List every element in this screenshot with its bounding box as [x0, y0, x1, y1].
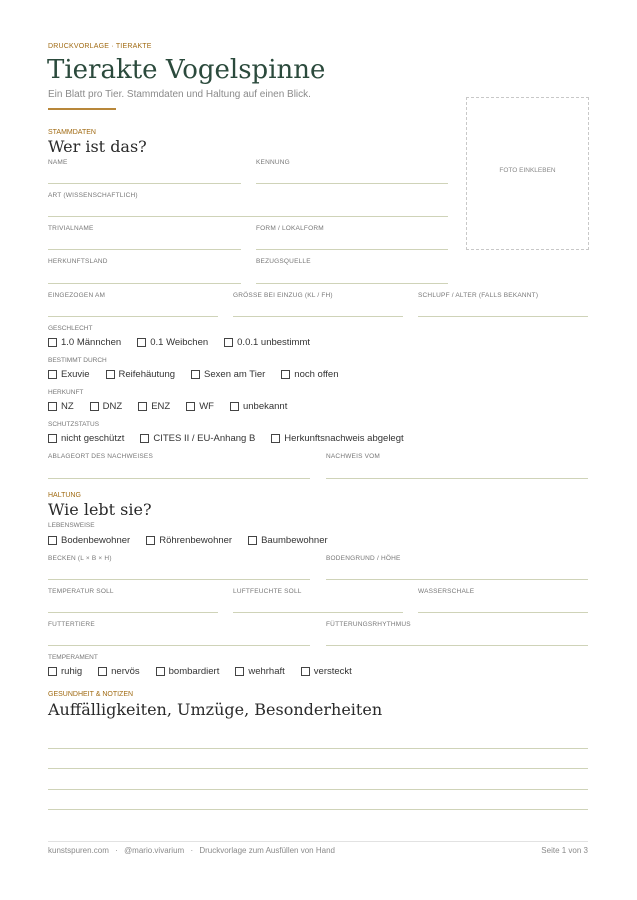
field-label-herkunftsland: HERKUNFTSLAND	[48, 258, 108, 265]
group-label-herkunft: HERKUNFT	[48, 389, 84, 396]
checkbox-option-versteckt[interactable]: versteckt	[301, 666, 352, 677]
options-temperament	[48, 666, 368, 677]
field-label-kennung: KENNUNG	[256, 159, 290, 166]
footer-divider	[48, 841, 588, 842]
checkbox-icon[interactable]	[248, 536, 257, 545]
field-line-temperatur[interactable]	[48, 612, 218, 613]
checkbox-option-exuvie[interactable]: Exuvie	[48, 369, 90, 380]
options-bestimmt	[48, 369, 355, 380]
checkbox-option-herkunftsnachweis[interactable]: Herkunftsnachweis abgelegt	[271, 433, 403, 444]
page-subtitle: Ein Blatt pro Tier. Stammdaten und Haltung auf einen Blick.	[48, 89, 311, 100]
checkbox-icon[interactable]	[48, 667, 57, 676]
field-label-temperatur: TEMPERATUR SOLL	[48, 588, 114, 595]
checkbox-icon[interactable]	[230, 402, 239, 411]
checkbox-icon[interactable]	[48, 434, 57, 443]
field-line-art[interactable]	[48, 216, 448, 217]
accent-bar	[48, 108, 116, 110]
checkbox-icon[interactable]	[140, 434, 149, 443]
checkbox-icon[interactable]	[281, 370, 290, 379]
checkbox-option-wehrhaft[interactable]: wehrhaft	[235, 666, 284, 677]
footer-left	[48, 846, 335, 855]
checkbox-option-bombardiert[interactable]: bombardiert	[156, 666, 220, 677]
field-label-futtertiere: FUTTERTIERE	[48, 621, 95, 628]
checkbox-icon[interactable]	[48, 536, 57, 545]
checkbox-option-sexen[interactable]: Sexen am Tier	[191, 369, 265, 380]
field-line-herkunftsland[interactable]	[48, 283, 241, 284]
field-label-becken: BECKEN (L × B × H)	[48, 555, 112, 562]
checkbox-option-maennchen[interactable]: 1.0 Männchen	[48, 337, 121, 348]
checkbox-icon[interactable]	[48, 370, 57, 379]
photo-label: FOTO EINKLEBEN	[499, 167, 556, 174]
checkbox-icon[interactable]	[90, 402, 99, 411]
field-line-kennung[interactable]	[256, 183, 448, 184]
checkbox-option-unbekannt[interactable]: unbekannt	[230, 401, 287, 412]
checkbox-option-unbestimmt[interactable]: 0.0.1 unbestimmt	[224, 337, 310, 348]
field-line-futtertiere[interactable]	[48, 645, 310, 646]
page-number: Seite 1 von 3	[541, 846, 588, 855]
checkbox-icon[interactable]	[191, 370, 200, 379]
section-label-haltung: HALTUNG	[48, 492, 81, 499]
footer-separator: ·	[190, 846, 194, 855]
group-label-geschlecht: GESCHLECHT	[48, 325, 93, 332]
field-label-ablageort: ABLAGEORT DES NACHWEISES	[48, 453, 153, 460]
group-label-temperament: TEMPERAMENT	[48, 654, 98, 661]
group-label-schutzstatus: SCHUTZSTATUS	[48, 421, 100, 428]
checkbox-icon[interactable]	[146, 536, 155, 545]
group-label-lebensweise: LEBENSWEISE	[48, 522, 95, 529]
checkbox-option-roehrenbewohner[interactable]: Röhrenbewohner	[146, 535, 232, 546]
checkbox-icon[interactable]	[186, 402, 195, 411]
notes-line[interactable]	[48, 768, 588, 769]
checkbox-option-cites[interactable]: CITES II / EU-Anhang B	[140, 433, 255, 444]
field-line-schlupf[interactable]	[418, 316, 588, 317]
field-line-groesse[interactable]	[233, 316, 403, 317]
field-line-fuetterungsrhythmus[interactable]	[326, 645, 588, 646]
field-line-form[interactable]	[256, 249, 448, 250]
options-schutzstatus	[48, 433, 420, 444]
checkbox-option-nicht-geschuetzt[interactable]: nicht geschützt	[48, 433, 124, 444]
checkbox-option-bodenbewohner[interactable]: Bodenbewohner	[48, 535, 130, 546]
checkbox-option-reifehaeutung[interactable]: Reifehäutung	[106, 369, 176, 380]
checkbox-icon[interactable]	[271, 434, 280, 443]
field-label-nachweis-vom: NACHWEIS VOM	[326, 453, 381, 460]
checkbox-icon[interactable]	[48, 402, 57, 411]
section-label-stammdaten: STAMMDATEN	[48, 129, 96, 136]
page-title: Tierakte Vogelspinne	[47, 55, 326, 85]
options-lebensweise	[48, 535, 344, 546]
checkbox-option-weibchen[interactable]: 0.1 Weibchen	[137, 337, 208, 348]
options-geschlecht	[48, 337, 326, 348]
field-line-wasserschale[interactable]	[418, 612, 588, 613]
field-label-groesse: GRÖSSE BEI EINZUG (KL / FH)	[233, 292, 333, 299]
field-label-form: FORM / LOKALFORM	[256, 225, 324, 232]
field-line-ablageort[interactable]	[48, 478, 310, 479]
checkbox-option-dnz[interactable]: DNZ	[90, 401, 123, 412]
document-eyebrow: DRUCKVORLAGE · TIERAKTE	[48, 43, 152, 50]
checkbox-icon[interactable]	[48, 338, 57, 347]
field-label-name: NAME	[48, 159, 68, 166]
notes-line[interactable]	[48, 789, 588, 790]
footer-handle: @mario.vivarium	[124, 846, 185, 855]
notes-line[interactable]	[48, 748, 588, 749]
field-label-wasserschale: WASSERSCHALE	[418, 588, 475, 595]
field-line-bodengrund[interactable]	[326, 579, 588, 580]
field-label-bezugsquelle: BEZUGSQUELLE	[256, 258, 311, 265]
notes-line[interactable]	[48, 809, 588, 810]
field-line-nachweis-vom[interactable]	[326, 478, 588, 479]
field-label-eingezogen: EINGEZOGEN AM	[48, 292, 106, 299]
checkbox-icon[interactable]	[98, 667, 107, 676]
field-line-bezugsquelle[interactable]	[256, 283, 448, 284]
checkbox-option-wf[interactable]: WF	[186, 401, 214, 412]
options-herkunft	[48, 401, 303, 412]
checkbox-icon[interactable]	[224, 338, 233, 347]
checkbox-option-nz[interactable]: NZ	[48, 401, 74, 412]
field-label-art: ART (WISSENSCHAFTLICH)	[48, 192, 138, 199]
section-heading-stammdaten: Wer ist das?	[48, 137, 147, 156]
checkbox-icon[interactable]	[138, 402, 147, 411]
field-line-name[interactable]	[48, 183, 241, 184]
field-label-schlupf: SCHLUPF / ALTER (FALLS BEKANNT)	[418, 292, 539, 299]
checkbox-icon[interactable]	[106, 370, 115, 379]
checkbox-option-ruhig[interactable]: ruhig	[48, 666, 82, 677]
section-heading-gesundheit: Auffälligkeiten, Umzüge, Besonderheiten	[48, 700, 383, 719]
checkbox-option-nervoes[interactable]: nervös	[98, 666, 140, 677]
checkbox-option-baumbewohner[interactable]: Baumbewohner	[248, 535, 328, 546]
group-label-bestimmt: BESTIMMT DURCH	[48, 357, 107, 364]
checkbox-icon[interactable]	[156, 667, 165, 676]
section-heading-haltung: Wie lebt sie?	[48, 500, 152, 519]
field-line-trivialname[interactable]	[48, 249, 241, 250]
section-label-gesundheit: GESUNDHEIT & NOTIZEN	[48, 691, 134, 698]
checkbox-icon[interactable]	[235, 667, 244, 676]
footer-site: kunstspuren.com	[48, 846, 109, 855]
field-line-eingezogen[interactable]	[48, 316, 218, 317]
field-label-luftfeuchte: LUFTFEUCHTE SOLL	[233, 588, 302, 595]
field-line-becken[interactable]	[48, 579, 310, 580]
footer-note: Druckvorlage zum Ausfüllen von Hand	[199, 846, 335, 855]
field-line-luftfeuchte[interactable]	[233, 612, 403, 613]
footer-separator: ·	[115, 846, 118, 855]
field-label-trivialname: TRIVIALNAME	[48, 225, 94, 232]
photo-box[interactable]	[466, 97, 589, 250]
checkbox-option-enz[interactable]: ENZ	[138, 401, 170, 412]
field-label-bodengrund: BODENGRUND / HÖHE	[326, 555, 401, 562]
field-label-fuetterungsrhythmus: FÜTTERUNGSRHYTHMUS	[326, 621, 411, 628]
checkbox-icon[interactable]	[301, 667, 310, 676]
checkbox-option-noch-offen[interactable]: noch offen	[281, 369, 338, 380]
checkbox-icon[interactable]	[137, 338, 146, 347]
